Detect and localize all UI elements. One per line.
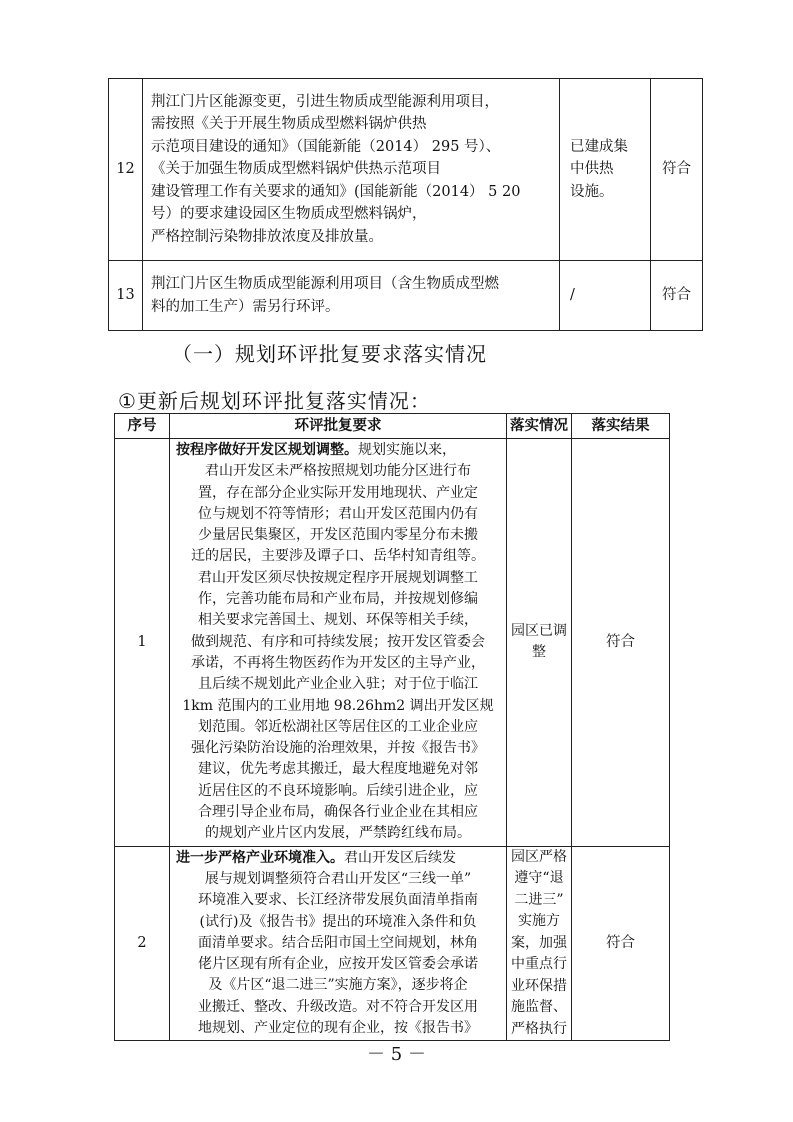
table-row bbox=[109, 261, 703, 331]
table-row bbox=[115, 439, 670, 847]
status-cell: / bbox=[560, 261, 651, 331]
status-cell: 园区已调 整 bbox=[507, 439, 572, 847]
requirement-first-line: 按程序做好开发区规划调整。规划实施以来， bbox=[176, 442, 456, 458]
requirements-table-continued bbox=[108, 78, 703, 331]
result-cell: 符合 bbox=[572, 846, 670, 1041]
row-number: 2 bbox=[115, 846, 170, 1041]
row-number: 13 bbox=[109, 261, 143, 331]
requirement-first-line: 进一步严格产业环境准入。君山开发区后续发 bbox=[176, 849, 456, 866]
header-result: 落实结果 bbox=[572, 414, 670, 439]
header-requirement: 环评批复要求 bbox=[170, 414, 507, 439]
section-heading: （一）规划环评批复要求落实情况 bbox=[172, 342, 487, 366]
sub-heading: ①更新后规划环评批复落实情况： bbox=[118, 389, 431, 413]
status-cell: 园区严格 遵守“退 二进三” 实施方 案，加强 中重点行 业环保措 施监督、 严格执行 bbox=[507, 846, 572, 1041]
header-status: 落实情况 bbox=[507, 414, 572, 439]
table-header-row bbox=[115, 414, 670, 439]
table-row bbox=[115, 846, 670, 1041]
status-cell: 已建成集 中供热 设施。 bbox=[560, 79, 651, 261]
page-number: － 5 － bbox=[367, 1044, 426, 1065]
row-number: 12 bbox=[109, 79, 143, 261]
result-cell: 符合 bbox=[651, 261, 703, 331]
requirement-cell: 按程序做好开发区规划调整。规划实施以来， 君山开发区未严格按照规划功能分区进行布 置，存在部分企业实际开发用地现状、产业定 位与规划不符等情形；君山开发区范围内仍有 少量居民集聚区，开发区范围内零星分布未搬 迁的居民，主要涉及谭子口、岳华村知青组等。 君山开发区须尽快按规定程序开展规划调整工 作，完善功能布局和产业布局，并按规划修编 相关要求完善国土、规划、环保等相关手续， 做到规范、有序和可持续发展；按开发区管委会 承诺，不再将生物医药作为开发区的主导产业， 且后续不规划此产业企业入驻；对于位于临江 1km 范围内的工业用地 98.26hm2 调出开发区规 划范围。邻近松湖社区等居住区的工业企业应 强化污染防治设施的治理效果，并按《报告书》 建议，优先考虑其搬迁，最大程度地避免对邻 近居住区的不良环境影响。后续引进企业，应 合理引导企业布局，确保各行业企业在其相应 的规划产业片区内发展，严禁跨红线布局。 bbox=[170, 439, 507, 847]
row-number: 1 bbox=[115, 439, 170, 847]
result-cell: 符合 bbox=[651, 79, 703, 261]
result-cell: 符合 bbox=[572, 439, 670, 847]
eia-approval-table bbox=[114, 413, 670, 1041]
table-row bbox=[109, 79, 703, 261]
requirement-cell: 进一步严格产业环境准入。君山开发区后续发 展与规划调整须符合君山开发区“三线一单” 环境准入要求、长江经济带发展负面清单指南 (试行)及《报告书》提出的环境准入条件和负 面清单要求。结合岳阳市国土空间规划，林角 佬片区现有所有企业，应按开发区管委会承诺 及《片区“退二进三”实施方案》，逐步将企 业搬迁、整改、升级改造。对不符合开发区用 地规划、产业定位的现有企业，按《报告书》 bbox=[170, 846, 507, 1041]
header-no: 序号 bbox=[115, 414, 170, 439]
requirement-cell: 荆江门片区能源变更，引进生物质成型能源利用项目， 需按照《关于开展生物质成型燃料锅炉供热 示范项目建设的通知》（国能新能（2014） 295 号）、 《关于加强生物质成型燃料锅炉供热示范项目 建设管理工作有关要求的通知》(国能新能（2014） 5 20 号）的要求建设园区生物质成型燃料锅炉， 严格控制污染物排放浓度及排放量。 bbox=[143, 79, 560, 261]
requirement-cell: 荆江门片区生物质成型能源利用项目（含生物质成型燃 料的加工生产）需另行环评。 bbox=[143, 261, 560, 331]
